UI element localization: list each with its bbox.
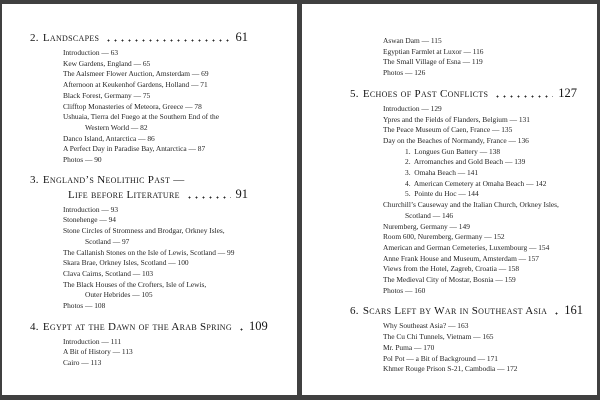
toc-section (30, 173, 248, 312)
toc-entry (350, 264, 577, 275)
toc-entry-line: Ypres and the Fields of Flanders, Belgium — 131 (383, 114, 530, 124)
toc-section-title: Scars Left by War in Southeast Asia (362, 305, 548, 318)
toc-section-heading (30, 173, 248, 202)
toc-entry-line: Khmer Rouge Prison S-21, Cambodia — 172 (383, 364, 518, 374)
toc-entry-line: Pol Pot — a Bit of Background — 171 (383, 353, 498, 363)
toc-entry (350, 57, 577, 68)
toc-section-number: 2. (30, 32, 39, 44)
toc-entry (30, 248, 248, 259)
toc-section-title: Egypt at the Dawn of the Arab Spring (42, 320, 232, 333)
toc-entry (350, 189, 577, 200)
toc-entry (30, 69, 248, 80)
toc-entry (30, 301, 248, 312)
toc-entry (350, 157, 577, 168)
toc-entry-line: Clifftop Monasteries of Meteora, Greece — 78 (63, 101, 202, 111)
dot-leader (494, 86, 553, 101)
toc-entry-line: The Peace Museum of Caen, France — 135 (383, 125, 513, 135)
toc-entry (350, 168, 577, 179)
toc-section-heading-line (30, 173, 248, 187)
toc-entry (350, 343, 577, 354)
toc-entry (350, 125, 577, 136)
toc-entry-line: Kew Gardens, England — 65 (63, 58, 151, 68)
toc-entry-line: Photos — 108 (63, 301, 106, 311)
toc-entry (30, 112, 248, 133)
toc-entry (30, 269, 248, 280)
page-left (2, 4, 297, 395)
toc-section (350, 86, 577, 297)
toc-entry (350, 321, 577, 332)
page-right-content (302, 4, 597, 395)
toc-entry-line: Nuremberg, Germany — 149 (383, 221, 470, 231)
toc-entry (350, 275, 577, 286)
toc-section-number: 3. (30, 173, 39, 186)
toc-entry (350, 147, 577, 158)
toc-entry (350, 36, 577, 47)
toc-entry-line: Afternoon at Keukenhof Gardens, Holland — 71 (63, 80, 208, 90)
toc-entry-line: American and German Cemeteries, Luxembourg — 154 (383, 242, 550, 252)
dot-leader (186, 187, 231, 202)
toc-entry (350, 68, 577, 79)
toc-entry (30, 144, 248, 155)
toc-entry-line: The Aalsmeer Flower Auction, Amsterdam — 69 (63, 69, 209, 79)
toc-entry-line: Introduction — 63 (63, 48, 119, 57)
toc-section-title: Echoes of Past Conflicts (362, 87, 489, 100)
toc-section (350, 303, 583, 375)
toc-entry (30, 226, 248, 247)
toc-section-heading (30, 318, 268, 334)
toc-entry (350, 200, 577, 221)
toc-entry-line: Why Southeast Asia? — 163 (383, 321, 469, 331)
toc-entry-line: Clava Cairns, Scotland — 103 (63, 268, 154, 278)
toc-section-heading-line (30, 187, 248, 202)
toc-entry (350, 179, 577, 190)
toc-entry-line: Ushuaia, Tierra del Fuego at the Southern End of the (63, 112, 219, 122)
toc-entry-line: 3. Omaha Beach — 141 (405, 168, 479, 178)
toc-entry (30, 358, 248, 369)
toc-entry (30, 59, 248, 70)
toc-entry-line: Photos — 126 (383, 68, 426, 78)
toc-entry (350, 243, 577, 254)
toc-entry (30, 134, 248, 145)
toc-entry-line: Anne Frank House and Museum, Amsterdam — 157 (383, 253, 540, 263)
toc-entry (350, 232, 577, 243)
dot-leader (553, 303, 559, 318)
toc-entry-line: Day on the Beaches of Normandy, France — 136 (383, 135, 529, 145)
toc-entry (30, 337, 248, 348)
toc-entry (30, 205, 248, 216)
toc-page-number: 61 (235, 30, 248, 44)
toc-entry-line: Churchill’s Causeway and the Italian Church, Orkney Isles, (383, 200, 559, 210)
toc-entry (30, 155, 248, 166)
toc-section-number: 5. (350, 87, 359, 100)
toc-entry (350, 115, 577, 126)
toc-entry (350, 136, 577, 147)
toc-entry-line: Stone Circles of Stromness and Brodgar, Orkney Isles, (63, 226, 225, 236)
page-right (302, 4, 597, 395)
toc-entry (30, 48, 248, 59)
toc-section-heading-line (30, 318, 268, 334)
toc-entry-line: Danco Island, Antarctica — 86 (63, 133, 155, 143)
toc-entry-line: Introduction — 93 (63, 204, 119, 214)
toc-entry-line: Stonehenge — 94 (63, 215, 116, 225)
toc-section (30, 318, 268, 369)
toc-section-number: 4. (30, 320, 39, 333)
toc-entry (30, 80, 248, 91)
toc-entry-line: 5. Pointe du Hoc — 144 (405, 189, 479, 199)
toc-entry-line: A Perfect Day in Paradise Bay, Antarctica — 87 (63, 144, 206, 154)
toc-entry (350, 332, 577, 343)
toc-entry-line: Scotland — 97 (85, 236, 130, 246)
toc-entry-line: Aswan Dam — 115 (383, 36, 442, 45)
toc-section-heading-line (350, 86, 577, 101)
toc-entry (30, 280, 248, 301)
toc-entry (350, 47, 577, 58)
toc-entry (350, 364, 577, 375)
toc-entry-line: Black Forest, Germany — 75 (63, 90, 151, 100)
page-left-content (2, 4, 297, 395)
toc-section-number: 6. (350, 305, 359, 318)
toc-entry (350, 254, 577, 265)
toc-section (350, 36, 577, 79)
toc-entry (30, 347, 248, 358)
toc-entry (30, 215, 248, 226)
toc-entry-line: Views from the Hotel, Zagreb, Croatia — 158 (383, 264, 520, 274)
toc-entry-line: The Cu Chi Tunnels, Vietnam — 165 (383, 332, 494, 342)
toc-entry (350, 354, 577, 365)
toc-entry-line: The Small Village of Esna — 119 (383, 57, 483, 67)
dot-leader (105, 30, 230, 45)
toc-entry-line: Introduction — 129 (383, 103, 442, 113)
toc-entry-line: 1. Longues Gun Battery — 138 (405, 146, 501, 156)
toc-entry-line: 2. Arromanches and Gold Beach — 139 (405, 157, 526, 167)
toc-page-number: 109 (248, 318, 268, 333)
toc-entry-line: 4. American Cemetery at Omaha Beach — 142 (405, 178, 547, 188)
toc-entry (350, 222, 577, 233)
toc-entry (350, 104, 577, 115)
toc-entry-line: Photos — 90 (63, 155, 102, 165)
toc-entry-line: Introduction — 111 (63, 336, 122, 346)
toc-entry (30, 258, 248, 269)
toc-section-title: Landscapes (42, 32, 100, 44)
toc-section-heading (350, 86, 577, 101)
toc-entry-line: Photos — 160 (383, 285, 426, 295)
toc-entry-line: The Callanish Stones on the Isle of Lewis, Scotland — 99 (63, 247, 235, 257)
toc-entry (350, 286, 577, 297)
toc-entry (30, 102, 248, 113)
toc-entry-line: Room 600, Nuremberg, Germany — 152 (383, 232, 505, 242)
toc-page-number: 127 (558, 85, 577, 100)
toc-section-heading-line (350, 303, 583, 318)
toc-entry-line: The Black Houses of the Crofters, Isle of Lewis, (63, 279, 207, 289)
toc-section-heading (350, 303, 583, 318)
toc-page-number: 161 (564, 303, 583, 318)
toc-entry-line: Western World — 82 (85, 122, 148, 132)
toc-entry-line: Outer Hebrides — 105 (85, 290, 153, 300)
toc-section-heading-line (30, 30, 248, 45)
toc-page-number: 91 (235, 186, 248, 201)
toc-entry-line: Scotland — 146 (405, 210, 454, 220)
toc-entry-line: Egyptian Farmlet at Luxor — 116 (383, 46, 484, 56)
dot-leader (238, 319, 244, 334)
toc-section-title: England’s Neolithic Past — (42, 173, 185, 186)
toc-section-heading (30, 30, 248, 45)
toc-entry-line: Cairo — 113 (63, 358, 102, 368)
toc-section (30, 30, 248, 166)
toc-entry-line: Mr. Puma — 170 (383, 342, 435, 352)
toc-section-title: Life before Literature (68, 188, 180, 201)
toc-entry (30, 91, 248, 102)
toc-entry-line: Skara Brae, Orkney Isles, Scotland — 100 (63, 258, 189, 268)
toc-entry-line: The Medieval City of Mostar, Bosnia — 159 (383, 275, 516, 285)
toc-entry-line: A Bit of History — 113 (63, 347, 133, 357)
